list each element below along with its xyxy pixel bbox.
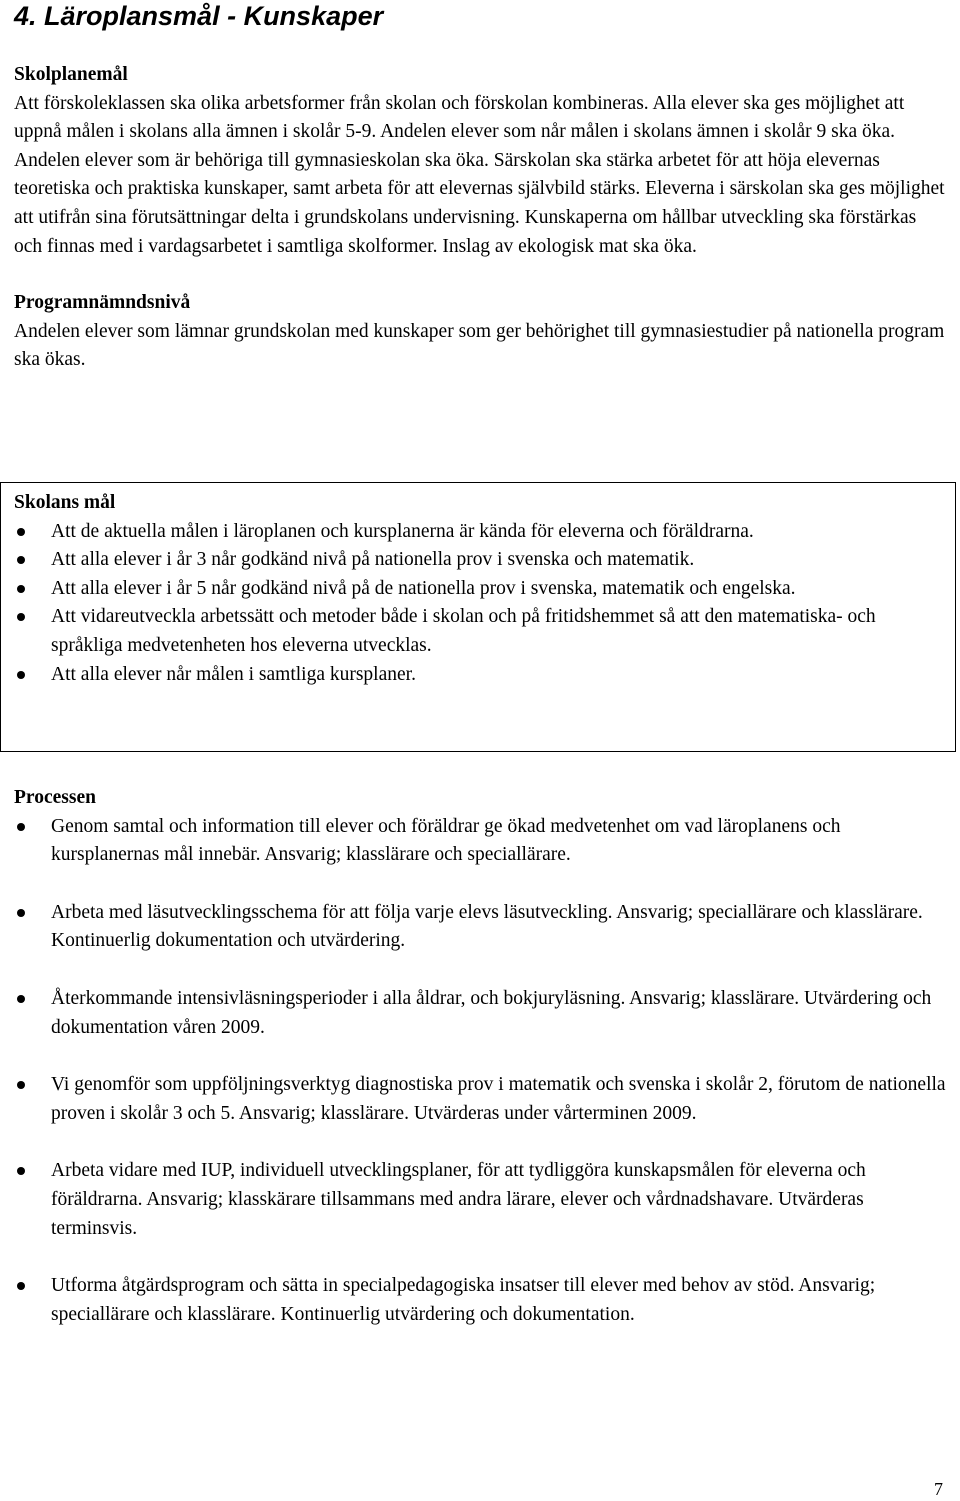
- section-heading: Programnämndsnivå: [14, 292, 191, 314]
- list-item: Utforma åtgärdsprogram och sätta in specialpedagogiska insatser till elever med behov av stöd. Ansvarig; speciallärare och klasslärare. Kontinuerlig utvärdering och dokumentation.: [14, 1272, 949, 1329]
- page-title: 4. Läroplansmål - Kunskaper: [14, 1, 384, 31]
- page-number: 7: [934, 1479, 943, 1499]
- goals-list: [14, 518, 949, 690]
- section-text: Att förskoleklassen ska olika arbetsformer från skolan och förskolan kombineras. Alla elever ska ges möjlighet att uppnå målen i skolans alla ämnen i skolår 5-9. Andelen elever som når målen i skolans ämnen i skolår 9 ska öka. Andelen elever som är behöriga till gymnasieskolan ska öka. Särskolan ska stärka arbetet för att höja elevernas teoretiska och praktiska kunskaper, samt arbeta för att elevernas självbild stärks. Eleverna i särskolan ska ges möjlighet att utifrån sina förutsättningar delta i grundskolans undervisning. Kunskaperna om hållbar utveckling ska förstärkas och finnas med i vardagsarbetet i samtliga skolformer. Inslag av ekologisk mat ska öka.: [14, 92, 945, 257]
- list-item: Arbeta vidare med IUP, individuell utvecklingsplaner, för att tydliggöra kunskapsmålen för eleverna och föräldrarna. Ansvarig; klasskärare tillsammans med andra lärare, elever och vårdnadshavare. Utvärderas terminsvis.: [14, 1157, 949, 1243]
- section-skolplanemal: [14, 61, 949, 261]
- section-skolans-mal: [14, 489, 949, 689]
- list-item: Att alla elever når målen i samtliga kursplaner.: [14, 661, 949, 690]
- list-item: Att alla elever i år 5 når godkänd nivå på de nationella prov i svenska, matematik och engelska.: [14, 575, 949, 604]
- document-page: [14, 0, 949, 1325]
- list-item: Genom samtal och information till elever och föräldrar ge ökad medvetenhet om vad läroplanens och kursplanernas mål innebär. Ansvarig; klasslärare och speciallärare.: [14, 813, 949, 870]
- list-item: Att alla elever i år 3 når godkänd nivå på nationella prov i svenska och matematik.: [14, 546, 949, 575]
- section-heading: Skolans mål: [14, 492, 116, 513]
- list-item: Arbeta med läsutvecklingsschema för att följa varje elevs läsutveckling. Ansvarig; speciallärare och klasslärare. Kontinuerlig dokumentation och utvärdering.: [14, 899, 949, 956]
- section-programnamndsniva: [14, 289, 949, 375]
- section-heading: Skolplanemål: [14, 64, 128, 85]
- section-text: Andelen elever som lämnar grundskolan med kunskaper som ger behörighet till gymnasiestudier på nationella program ska ökas.: [14, 320, 945, 371]
- list-item: Att vidareutveckla arbetssätt och metoder både i skolan och på fritidshemmet så att den matematiska- och språkliga medvetenheten hos eleverna utvecklas.: [14, 603, 949, 660]
- process-list: [14, 813, 949, 1330]
- list-item: Att de aktuella målen i läroplanen och kursplanerna är kända för eleverna och föräldrarna.: [14, 518, 949, 547]
- list-item: Återkommande intensivläsningsperioder i alla åldrar, och bokjuryläsning. Ansvarig; klasslärare. Utvärdering och dokumentation våren 2009.: [14, 985, 949, 1042]
- section-heading: Processen: [14, 787, 96, 808]
- section-processen: [14, 784, 949, 1358]
- list-item: Vi genomför som uppföljningsverktyg diagnostiska prov i matematik och svenska i skolår 2, förutom de nationella proven i skolår 3 och 5. Ansvarig; klasslärare. Utvärderas under vårterminen 2009.: [14, 1071, 949, 1128]
